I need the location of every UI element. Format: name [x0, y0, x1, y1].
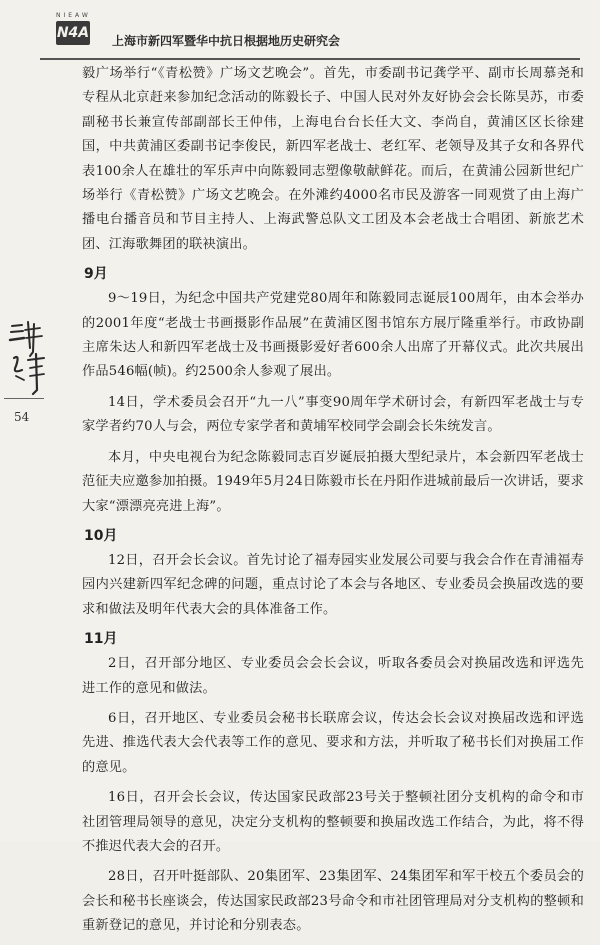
section-october: [82, 525, 584, 622]
document-body: [82, 62, 584, 945]
paragraph: 9～19日，为纪念中国共产党建党80周年和陈毅同志诞辰100周年，由本会举办的2001年度“老战士书画摄影作品展”在黄浦区图书馆东方展厅隆重举行。市政协副主席朱达人和新四军老战士及书画摄影爱好者600余人出席了开幕仪式。此次共展出作品546幅(帧)。约2500余人参观了展出。: [82, 291, 584, 380]
paragraph: 6日，召开地区、专业委员会秘书长联席会议，传达会长会议对换届改选和评选先进、推选代表大会代表等工作的意见、要求和方法，并听取了秘书长们对换届工作的意见。: [82, 710, 584, 775]
header-divider: [40, 58, 580, 60]
section-november: [82, 628, 584, 938]
paragraph: 毅广场举行“《青松赞》广场文艺晚会”。首先，市委副书记龚学平、副市长周慕尧和专程从北京赶来参加纪念活动的陈毅长子、中国人民对外友好协会会长陈昊苏，市委副秘书长兼宣传部副部长王仲伟，上海电台台长任大文、李尚自，黄浦区区长徐建国，中共黄浦区委副书记李俊民，新四军老战士、老红军、老领导及其子女和各界代表100余人在雄壮的军乐声中向陈毅同志塑像敬献鲜花。而后，在黄浦公园新世纪广场举行《青松赞》广场文艺晚会。在外滩约4000名市民及游客一同观赏了由上海广播电台播音员和节目主持人、上海武警总队文工团及本会老战士合唱团、新旅艺术团、江海歌舞团的联袂演出。: [82, 66, 584, 252]
n4a-logo: [50, 12, 94, 52]
paragraph: 14日，学术委员会召开“九一八”事变90周年学术研讨会，有新四军老战士与专家学者约70人与会，两位专家学者和黄埔军校同学会副会长朱统发言。: [82, 394, 584, 435]
logo-top-text: NIEAW: [56, 12, 91, 19]
section-continuation: [82, 62, 584, 257]
header-title: 上海市新四军暨华中抗日根据地历史研究会: [112, 34, 341, 48]
paragraph: 12日，召开会长会议。首先讨论了福寿园实业发展公司要与我会合作在青浦福寿园内兴建新四军纪念碑的问题，重点讨论了本会与各地区、专业委员会换届改选的要求和做法及明年代表大会的具体准备工作。: [82, 552, 584, 617]
page-number: 54: [14, 410, 30, 424]
month-heading: 9月: [84, 266, 108, 283]
page-header: [40, 10, 580, 56]
month-heading: 11月: [84, 631, 118, 648]
paragraph: 本月，中央电视台为纪念陈毅同志百岁诞辰拍摄大型纪录片，本会新四军老战士范征夫应邀参加拍摄。1949年5月24日陈毅市长在丹阳作进城前最后一次讲话，要求大家“漂漂亮亮进上海”。: [82, 449, 584, 514]
logo-mark: N4A: [56, 21, 90, 45]
calligraphy-side-mark-icon: [8, 318, 48, 398]
paragraph: 16日，召开会长会议，传达国家民政部23号关于整顿社团分支机构的命令和市社团管理局领导的意见，决定分支机构的整顿要和换届改选工作结合，为此，将不得不推迟代表大会的召开。: [82, 790, 584, 854]
section-september: [82, 263, 584, 519]
paragraph: 28日，召开叶挺部队、20集团军、23集团军、24集团军和军干校五个委员会的会长和秘书长座谈会，传达国家民政部23号命令和市社团管理局对分支机构的整顿和重新登记的意见，并讨论和分别表态。: [82, 869, 584, 934]
month-heading: 10月: [84, 527, 118, 544]
paragraph: 2日，召开部分地区、专业委员会会长会议，听取各委员会对换届改选和评选先进工作的意见和做法。: [82, 656, 584, 696]
side-divider: [4, 398, 44, 399]
